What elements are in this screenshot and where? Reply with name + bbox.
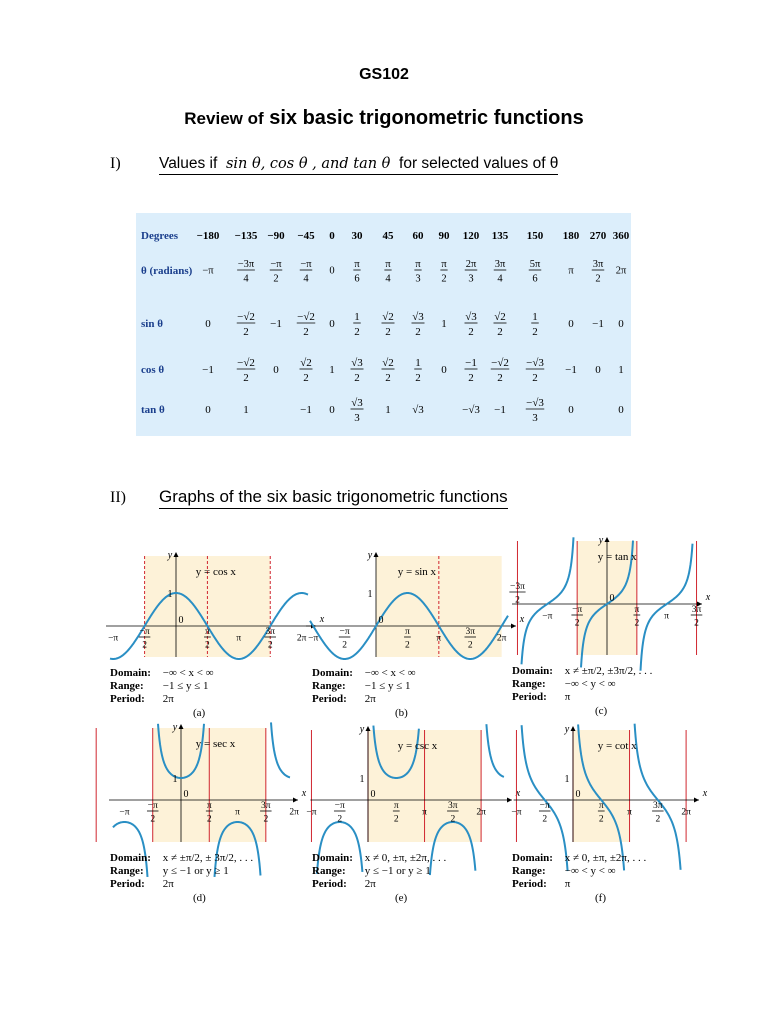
tick-neg-half-pi-num: −π: [334, 801, 345, 811]
cell-1-6-num: √2: [382, 357, 394, 369]
cell-0-3-den: 2: [303, 326, 309, 338]
tick-neg-half-pi-num: −π: [572, 605, 583, 615]
degree-11: 150: [526, 230, 544, 242]
domain-value: −∞ < x < ∞: [160, 667, 214, 679]
origin-label: 0: [370, 789, 376, 800]
graph-sin-letter: (b): [395, 707, 408, 719]
tick-neg-half-pi-num: −π: [139, 627, 150, 637]
tick-neg-half-pi-num: −π: [339, 627, 350, 637]
domain-line: [512, 852, 646, 865]
cell-1-3-den: 2: [303, 372, 309, 384]
tick-neg-half-pi-num: −π: [147, 801, 158, 811]
y-axis-label: y: [367, 550, 373, 561]
x-axis-label: x: [705, 592, 711, 603]
graph-csc-caption: [312, 852, 446, 891]
tick-3-den: 2: [263, 814, 269, 825]
range-label: Range:: [512, 678, 546, 690]
y-axis-arrow: [374, 552, 379, 557]
tick-4: 2π: [289, 807, 299, 818]
cell-1-11-num: −√3: [526, 357, 544, 369]
degree-14: 360: [612, 230, 630, 242]
tick-0: −π: [119, 807, 130, 818]
range-value: −∞ < y < ∞: [562, 865, 616, 877]
tick-2: π: [436, 633, 442, 644]
radian-13-num: 3π: [592, 259, 604, 270]
radian-4: 0: [329, 265, 335, 277]
course-code: GS102: [359, 66, 409, 83]
section-1-heading-math: sin θ, cos θ , and tan θ: [225, 156, 391, 172]
tick-2: π: [235, 807, 240, 818]
range-value: −1 ≤ y ≤ 1: [160, 680, 209, 692]
tick-1-den: 2: [206, 814, 212, 825]
function-label: y = cos x: [195, 566, 236, 578]
period-line: [110, 878, 253, 891]
period-label: Period:: [312, 878, 347, 890]
tick-neg-half-pi: [339, 627, 351, 651]
tick-1-den: 2: [598, 814, 604, 825]
tick-1-den: 2: [393, 814, 399, 825]
cell-0-6-den: 2: [385, 326, 391, 338]
period-line: [312, 878, 446, 891]
cell-1-6-den: 2: [385, 372, 391, 384]
origin-label: 0: [609, 593, 615, 604]
graph-sin-caption: [312, 667, 416, 706]
y-axis-label: y: [564, 724, 570, 735]
origin-label: 0: [178, 615, 184, 626]
period-value: 2π: [362, 693, 376, 705]
period-label: Period:: [512, 691, 547, 703]
tick-3: [652, 801, 664, 825]
graph-tan: [510, 533, 711, 661]
radian-1-den: 4: [243, 273, 249, 285]
graph-cot-caption: [512, 852, 646, 891]
y-axis-arrow: [179, 724, 184, 729]
section-1-number: I): [110, 155, 121, 172]
cell-2-1: 1: [243, 403, 249, 416]
graph-sec: [108, 720, 307, 848]
domain-line: [110, 852, 253, 865]
degree-9: 120: [462, 230, 480, 242]
section-1-heading: [159, 155, 558, 175]
tick-neg-half-pi-den: 2: [337, 814, 343, 825]
cell-1-13: 0: [595, 363, 601, 376]
degree-3: −45: [297, 230, 315, 242]
range-line: [312, 865, 446, 878]
period-label: Period:: [312, 693, 347, 705]
tick-1-num: π: [206, 801, 212, 811]
radian-2-den: 2: [273, 273, 279, 285]
cell-0-9-num: √3: [465, 311, 477, 323]
y-axis-label: y: [359, 724, 365, 735]
range-label: Range:: [312, 865, 346, 877]
y-axis-arrow: [366, 726, 371, 731]
title-prefix: Review of: [184, 109, 264, 128]
degree-1: −135: [234, 230, 258, 242]
cell-1-9-num: −1: [465, 357, 477, 369]
tick-0: −π: [511, 807, 522, 818]
degree-7: 60: [412, 230, 424, 242]
cell-0-6-num: √2: [382, 311, 394, 323]
domain-value: x ≠ 0, ±π, ±2π, . . .: [562, 852, 647, 864]
period-line: [512, 878, 646, 891]
tick-3-num: 3π: [465, 627, 476, 637]
radian-2-num: −π: [270, 259, 282, 270]
tick-3-num: 3π: [261, 801, 271, 811]
x-axis-label: x: [319, 614, 325, 625]
tick-neg-half-pi-den: 2: [574, 618, 580, 629]
graph-cot-letter: (f): [595, 892, 606, 904]
period-value: π: [562, 878, 571, 890]
radian-8-num: π: [441, 259, 447, 270]
trig-values-table: [136, 213, 631, 436]
tick-0: −π: [542, 611, 553, 622]
function-label: y = sec x: [195, 738, 236, 750]
degree-10: 135: [491, 230, 509, 242]
radian-5-num: π: [354, 259, 360, 270]
cell-2-9: −√3: [462, 403, 480, 416]
radian-12: π: [568, 265, 574, 277]
domain-line: [312, 852, 446, 865]
tick-1-num: π: [598, 801, 604, 811]
title-main: six basic trigonometric functions: [269, 107, 584, 129]
origin-label: 0: [378, 615, 384, 626]
origin-label: 0: [183, 789, 189, 800]
one-label: 1: [564, 774, 570, 785]
row-label-0: sin θ: [141, 318, 163, 330]
y-axis-label: y: [598, 535, 604, 546]
radian-13-den: 2: [595, 273, 601, 285]
period-label: Period:: [512, 878, 547, 890]
domain-label: Domain:: [512, 852, 553, 864]
tick-4: 2π: [296, 633, 307, 644]
domain-label: Domain:: [110, 852, 151, 864]
range-line: [312, 680, 416, 693]
row-label-2: tan θ: [141, 404, 165, 416]
cell-0-3-num: −√2: [297, 311, 315, 323]
cell-2-10: −1: [494, 403, 506, 416]
cell-2-11-den: 3: [532, 412, 538, 424]
range-value: −∞ < y < ∞: [562, 678, 616, 690]
tick-neg-half-pi-den: 2: [142, 640, 147, 651]
cell-1-7-num: 1: [415, 357, 421, 369]
cell-1-10-den: 2: [497, 372, 503, 384]
tick-3-den: 2: [450, 814, 456, 825]
tick-0: −π: [108, 633, 119, 644]
graph-sec-caption: [110, 852, 253, 891]
section-1-heading-b: for selected values of θ: [399, 155, 559, 172]
cell-0-4: 0: [329, 317, 335, 330]
cell-2-3: −1: [300, 403, 312, 416]
tick-3-den: 2: [267, 640, 273, 651]
y-axis-arrow: [174, 552, 179, 557]
tick-1-num: π: [205, 627, 210, 637]
cell-0-11-den: 2: [532, 326, 538, 338]
function-label: y = sin x: [397, 566, 437, 578]
cell-1-9-den: 2: [468, 372, 474, 384]
page-title: [0, 107, 768, 130]
cell-1-5-num: √3: [351, 357, 363, 369]
y-axis-arrow: [571, 726, 576, 731]
domain-label: Domain:: [312, 852, 353, 864]
tick-neg-three-half-pi-den: 2: [515, 595, 520, 606]
cell-2-0: 0: [205, 403, 211, 416]
range-line: [512, 865, 646, 878]
tick-2: π: [664, 611, 670, 622]
cell-0-14: 0: [618, 317, 624, 330]
range-line: [512, 678, 652, 691]
cell-1-3-num: √2: [300, 357, 312, 369]
graph-sec-letter: (d): [193, 892, 206, 904]
tick-2: π: [627, 807, 632, 818]
cell-2-5-num: √3: [351, 397, 363, 409]
row-label-1: cos θ: [141, 364, 165, 376]
graph-cot: [510, 722, 708, 848]
radian-3-den: 4: [303, 273, 309, 285]
degree-5: 30: [351, 230, 363, 242]
radian-1-num: −3π: [237, 259, 255, 270]
graph-tan-caption: [512, 665, 652, 704]
tick-2: π: [422, 807, 427, 818]
graph-cos-caption: [110, 667, 214, 706]
domain-line: [512, 665, 652, 678]
degree-12: 180: [562, 230, 580, 242]
domain-label: Domain:: [512, 665, 553, 677]
domain-value: x ≠ ±π/2, ±3π/2, . . .: [562, 665, 653, 677]
radian-7-den: 3: [415, 273, 421, 285]
y-axis-arrow: [605, 537, 610, 542]
cell-2-14: 0: [618, 403, 624, 416]
tick-3-num: 3π: [265, 627, 276, 637]
function-label: y = tan x: [597, 551, 637, 563]
radian-0: −π: [202, 265, 214, 277]
tick-neg-half-pi-den: 2: [150, 814, 156, 825]
domain-label: Domain:: [110, 667, 151, 679]
tick-0: −π: [308, 633, 319, 644]
x-axis-label: x: [702, 788, 708, 799]
tick-1-den: 2: [205, 640, 210, 651]
degree-2: −90: [267, 230, 285, 242]
range-value: y ≤ −1 or y ≥ 1: [362, 865, 431, 877]
range-value: −1 ≤ y ≤ 1: [362, 680, 411, 692]
cell-1-10-num: −√2: [491, 357, 509, 369]
section-2-number: II): [110, 489, 126, 506]
cell-1-4: 1: [329, 363, 335, 376]
graph-cos: [108, 548, 325, 663]
cell-1-0: −1: [202, 363, 214, 376]
radian-10-num: 3π: [494, 259, 506, 270]
function-label: y = csc x: [397, 740, 438, 752]
range-label: Range:: [110, 680, 144, 692]
cell-0-1-den: 2: [243, 326, 249, 338]
tick-3-den: 2: [694, 618, 699, 629]
tick-4: 2π: [681, 807, 691, 818]
cell-2-4: 0: [329, 403, 335, 416]
period-label: Period:: [110, 693, 145, 705]
radian-6-den: 4: [385, 273, 391, 285]
tick-4: 2π: [476, 807, 486, 818]
cell-0-7-num: √3: [412, 311, 424, 323]
period-value: 2π: [160, 878, 174, 890]
cell-1-5-den: 2: [354, 372, 360, 384]
tick-neg-half-pi: [539, 801, 551, 825]
tick-3-num: 3π: [653, 801, 663, 811]
cell-0-5-den: 2: [354, 326, 360, 338]
trig-values-table-svg: [136, 213, 631, 436]
degree-13: 270: [589, 230, 607, 242]
section-1-heading-a: Values if: [159, 155, 218, 172]
domain-value: −∞ < x < ∞: [362, 667, 416, 679]
range-line: [110, 680, 214, 693]
origin-label: 0: [575, 789, 581, 800]
period-value: 2π: [362, 878, 376, 890]
domain-value: x ≠ ±π/2, ± 3π/2, . . .: [160, 852, 254, 864]
cell-2-5-den: 3: [354, 412, 360, 424]
cell-0-10-den: 2: [497, 326, 503, 338]
cell-0-10-num: √2: [494, 311, 506, 323]
tick-1-den: 2: [634, 618, 640, 629]
y-axis-label: y: [172, 722, 178, 733]
tick-neg-three-half-pi-num: −3π: [510, 582, 525, 592]
tick-neg-half-pi: [334, 801, 346, 825]
cell-1-12: −1: [565, 363, 577, 376]
domain-value: x ≠ 0, ±π, ±2π, . . .: [362, 852, 447, 864]
graph-csc-letter: (e): [395, 892, 408, 904]
one-label: 1: [359, 774, 365, 785]
range-value: y ≤ −1 or y ≥ 1: [160, 865, 229, 877]
x-axis-arrow: [694, 798, 699, 803]
degree-0: −180: [196, 230, 220, 242]
graph-cos-letter: (a): [193, 707, 206, 719]
radian-7-num: π: [415, 259, 421, 270]
domain-label: Domain:: [312, 667, 353, 679]
cell-0-5-num: 1: [354, 311, 360, 323]
cell-1-11-den: 2: [532, 372, 538, 384]
graph-csc: [306, 722, 521, 848]
function-label: y = cot x: [597, 740, 637, 752]
tick-0: −π: [306, 807, 317, 818]
cell-0-9-den: 2: [468, 326, 474, 338]
one-label: 1: [172, 774, 178, 785]
tick-neg-half-pi-den: 2: [542, 814, 548, 825]
radian-8-den: 2: [441, 273, 447, 285]
tick-2: π: [236, 633, 242, 644]
cell-2-11-num: −√3: [526, 397, 544, 409]
graph-tan-letter: (c): [595, 705, 608, 717]
cell-0-2: −1: [270, 317, 282, 330]
cell-1-1-den: 2: [243, 372, 249, 384]
radian-5-den: 6: [354, 273, 360, 285]
cell-2-6: 1: [385, 403, 391, 416]
tick-3-den: 2: [655, 814, 661, 825]
degree-6: 45: [382, 230, 394, 242]
tick-3-den: 2: [467, 640, 473, 651]
tick-1-den: 2: [405, 640, 410, 651]
cell-2-12: 0: [568, 403, 574, 416]
radian-14: 2π: [615, 265, 627, 277]
y-axis-label: y: [167, 550, 173, 561]
x-axis-label: x: [515, 788, 521, 799]
radian-9-num: 2π: [465, 259, 477, 270]
tick-3-num: 3π: [448, 801, 458, 811]
period-line: [110, 693, 214, 706]
degree-8: 90: [438, 230, 450, 242]
cell-0-8: 1: [441, 317, 447, 330]
radian-3-num: −π: [300, 259, 312, 270]
cell-1-7-den: 2: [415, 372, 421, 384]
period-line: [512, 691, 652, 704]
cell-0-12: 0: [568, 317, 574, 330]
cell-0-0: 0: [205, 317, 211, 330]
cell-1-1-num: −√2: [237, 357, 255, 369]
cell-1-14: 1: [618, 363, 624, 376]
radian-6-num: π: [385, 259, 391, 270]
tick-4: 2π: [496, 633, 507, 644]
tick-1-num: π: [634, 605, 640, 615]
cell-0-11-num: 1: [532, 311, 538, 323]
section-2-heading: Graphs of the six basic trigonometric functions: [159, 487, 508, 509]
graph-sin: [308, 548, 525, 663]
range-label: Range:: [312, 680, 346, 692]
radian-11-num: 5π: [529, 259, 541, 270]
x-axis-label: x: [519, 614, 525, 625]
period-line: [312, 693, 416, 706]
cell-1-8: 0: [441, 363, 447, 376]
one-label: 1: [167, 589, 173, 600]
tick-neg-half-pi-num: −π: [539, 801, 550, 811]
radians-label: θ (radians): [141, 265, 193, 277]
degrees-label: Degrees: [141, 230, 179, 242]
radian-9-den: 3: [468, 273, 474, 285]
tick-3-num: 3π: [691, 605, 702, 615]
range-label: Range:: [110, 865, 144, 877]
cell-1-2: 0: [273, 363, 279, 376]
tick-neg-half-pi-den: 2: [342, 640, 347, 651]
one-label: 1: [367, 589, 373, 600]
radian-11-den: 6: [532, 273, 538, 285]
cell-2-7: √3: [412, 403, 424, 416]
range-label: Range:: [512, 865, 546, 877]
x-axis-label: x: [301, 788, 307, 799]
domain-line: [110, 667, 214, 680]
x-axis-arrow: [293, 798, 298, 803]
tick-1-num: π: [393, 801, 399, 811]
cell-0-7-den: 2: [415, 326, 421, 338]
radian-10-den: 4: [497, 273, 503, 285]
cell-0-1-num: −√2: [237, 311, 255, 323]
cell-0-13: −1: [592, 317, 604, 330]
degree-4: 0: [329, 230, 335, 242]
period-label: Period:: [110, 878, 145, 890]
period-value: π: [562, 691, 571, 703]
period-value: 2π: [160, 693, 174, 705]
range-line: [110, 865, 253, 878]
domain-line: [312, 667, 416, 680]
tick-1-num: π: [405, 627, 410, 637]
